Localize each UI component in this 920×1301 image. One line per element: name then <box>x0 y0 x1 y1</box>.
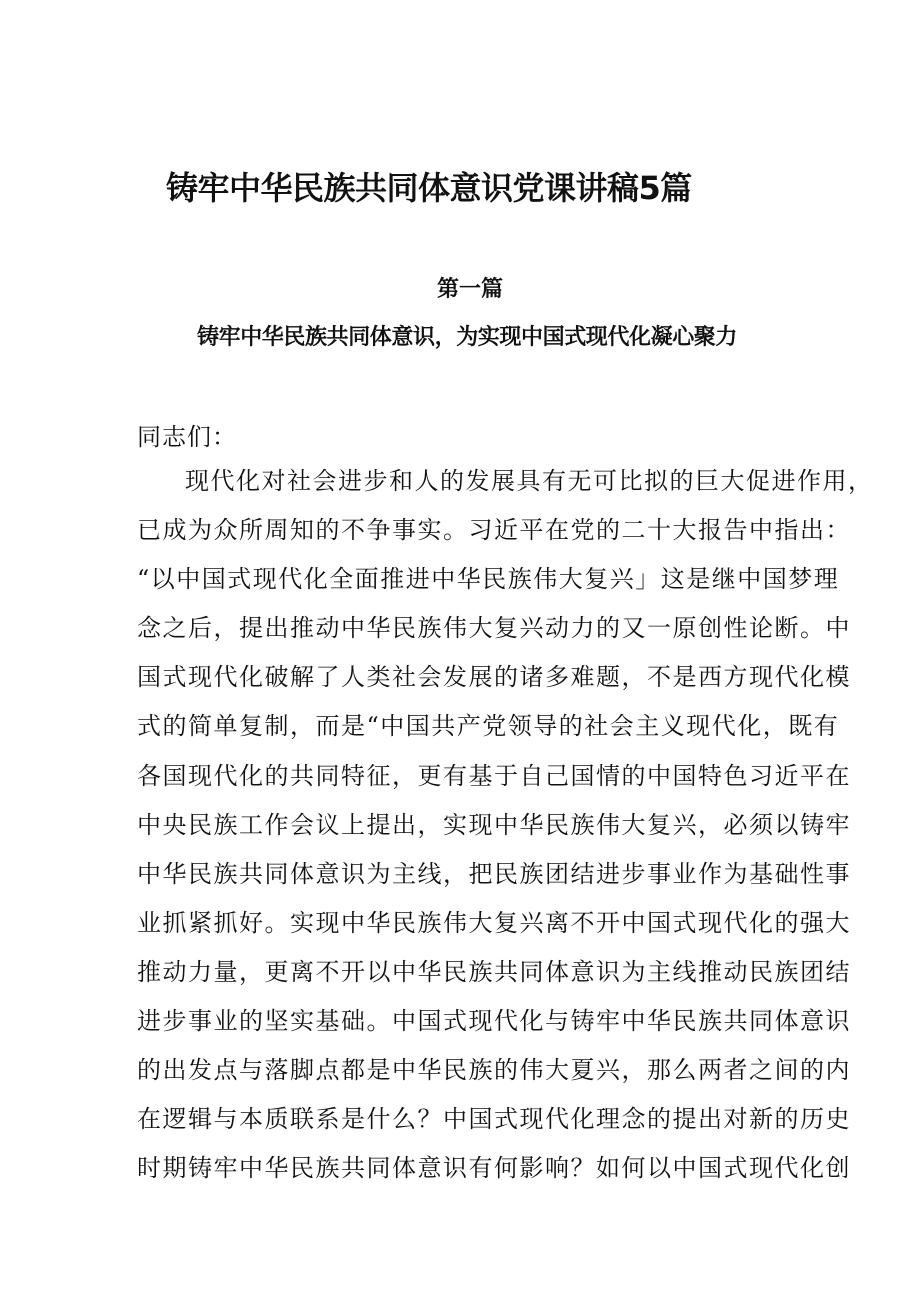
body-line: 现代化对社会进步和人的发展具有无可比拟的巨大促进作用， <box>185 467 874 495</box>
body-line: 各国现代化的共同特征，更有基于自己国情的中国特色习近平在 <box>137 761 851 790</box>
body-line: 推动力量，更离不开以中华民族共同体意识为主线推动民族团结 <box>137 957 851 986</box>
body-line: 在逻辑与本质联系是什么？中国式现代化理念的提出对新的历史 <box>137 1105 851 1134</box>
chapter-label: 第一篇 <box>436 277 503 302</box>
body-line: 中央民族工作会议上提出，实现中华民族伟大复兴，必须以铸牢 <box>137 810 851 839</box>
body-line: 业抓紧抓好。实现中华民族伟大复兴离不开中国式现代化的强大 <box>137 908 851 937</box>
body-line: 时期铸牢中华民族共同体意识有何影响？如何以中国式现代化创 <box>137 1154 851 1183</box>
body-line: 的出发点与落脚点都是中华民族的伟大夏兴，那么两者之间的内 <box>137 1056 851 1085</box>
salutation: 同志们： <box>137 423 237 451</box>
body-line: 念之后，提出推动中华民族伟大复兴动力的又一原创性论断。中 <box>137 614 851 643</box>
body-line: 式的简单复制，而是“中国共产党领导的社会主义现代化，既有 <box>137 712 840 741</box>
chapter-subtitle: 铸牢中华民族共同体意识，为实现中国式现代化凝心聚力 <box>197 325 738 350</box>
body-line: 进步事业的坚实基础。中国式现代化与铸牢中华民族共同体意识 <box>137 1007 851 1036</box>
body-line: 国式现代化破解了人类社会发展的诸多难题，不是西方现代化模 <box>137 663 851 692</box>
body-paragraph <box>137 464 874 1200</box>
body-line: 中华民族共同体意识为主线，把民族团结进步事业作为基础性事 <box>137 859 851 888</box>
body-line: 已成为众所周知的不争事实。习近平在党的二十大报告中指出： <box>137 516 851 545</box>
body-line: “以中国式现代化全面推进中华民族伟大复兴」这是继中国梦理 <box>137 565 840 594</box>
document-title: 铸牢中华民族共同体意识党课讲稿5篇 <box>166 169 692 207</box>
